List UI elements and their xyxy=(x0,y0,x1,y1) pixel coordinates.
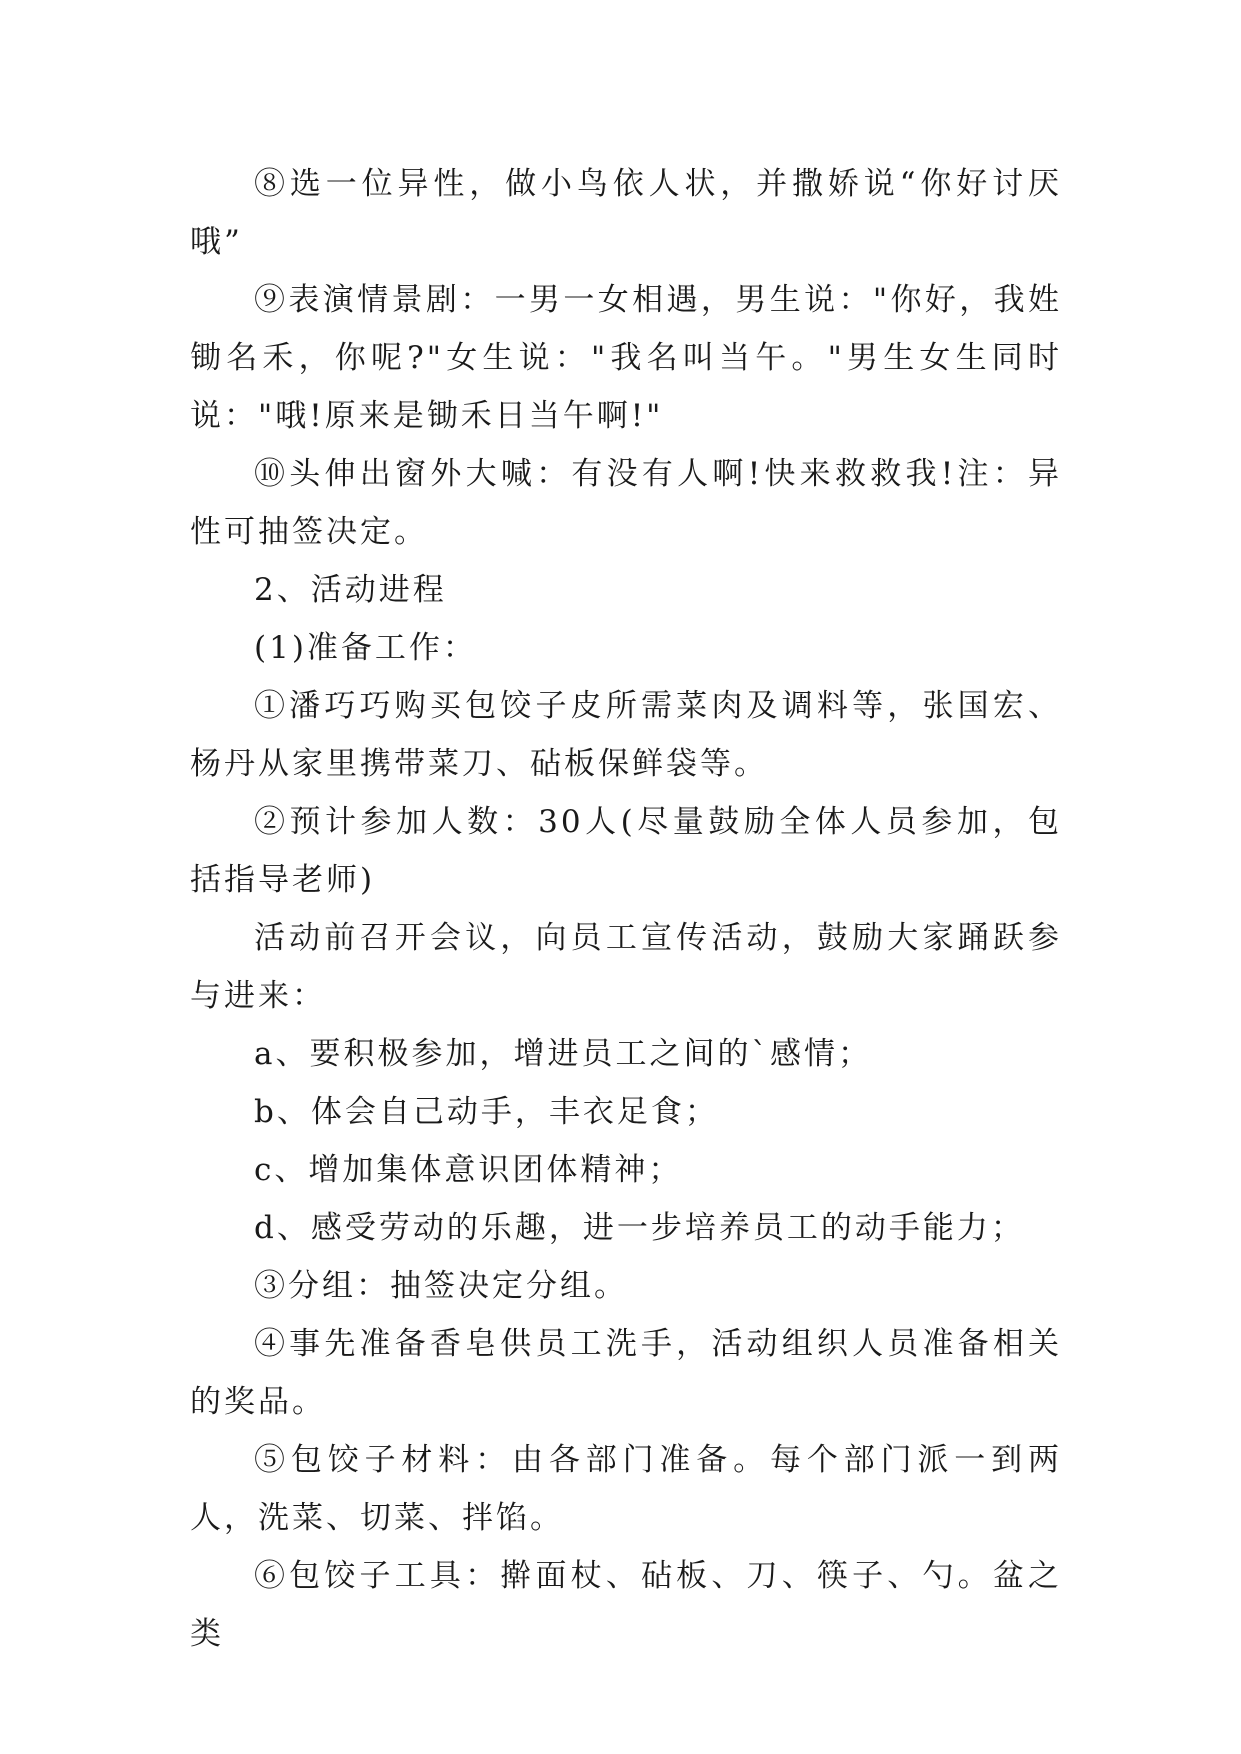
paragraph-prep-3: ③分组：抽签决定分组。 xyxy=(254,1268,628,1304)
list-item-d: d、感受劳动的乐趣，进一步培养员工的动手能力； xyxy=(254,1210,1025,1246)
subsection-heading-preparation: (1)准备工作： xyxy=(254,630,477,666)
paragraph-meeting: 活动前召开会议，向员工宣传活动，鼓励大家踊跃参与进来： xyxy=(190,920,1062,1014)
list-item-c: c、增加集体意识团体精神； xyxy=(254,1152,683,1188)
list-item-b: b、体会自己动手，丰衣足食； xyxy=(254,1094,719,1130)
section-heading-activity-process: 2、活动进程 xyxy=(254,572,447,608)
paragraph-prep-2: ②预计参加人数：30人(尽量鼓励全体人员参加，包括指导老师) xyxy=(190,804,1062,898)
paragraph-item-9: ⑨表演情景剧：一男一女相遇，男生说："你好，我姓锄名禾，你呢?"女生说："我名叫当午。"男生女生同时说："哦!原来是锄禾日当午啊!" xyxy=(190,282,1062,434)
document-body xyxy=(190,155,1062,1663)
paragraph-prep-1: ①潘巧巧购买包饺子皮所需菜肉及调料等，张国宏、杨丹从家里携带菜刀、砧板保鲜袋等。 xyxy=(190,688,1062,782)
paragraph-prep-5: ⑤包饺子材料：由各部门准备。每个部门派一到两人，洗菜、切菜、拌馅。 xyxy=(190,1442,1062,1536)
paragraph-prep-4: ④事先准备香皂供员工洗手，活动组织人员准备相关的奖品。 xyxy=(190,1326,1062,1420)
paragraph-item-8: ⑧选一位异性，做小鸟依人状，并撒娇说“你好讨厌哦” xyxy=(190,166,1062,260)
list-item-a: a、要积极参加，增进员工之间的`感情； xyxy=(254,1036,872,1072)
paragraph-prep-6: ⑥包饺子工具：擀面杖、砧板、刀、筷子、勺。盆之类 xyxy=(190,1558,1062,1652)
paragraph-item-10: ⑩头伸出窗外大喊：有没有人啊!快来救救我!注：异性可抽签决定。 xyxy=(190,456,1062,550)
